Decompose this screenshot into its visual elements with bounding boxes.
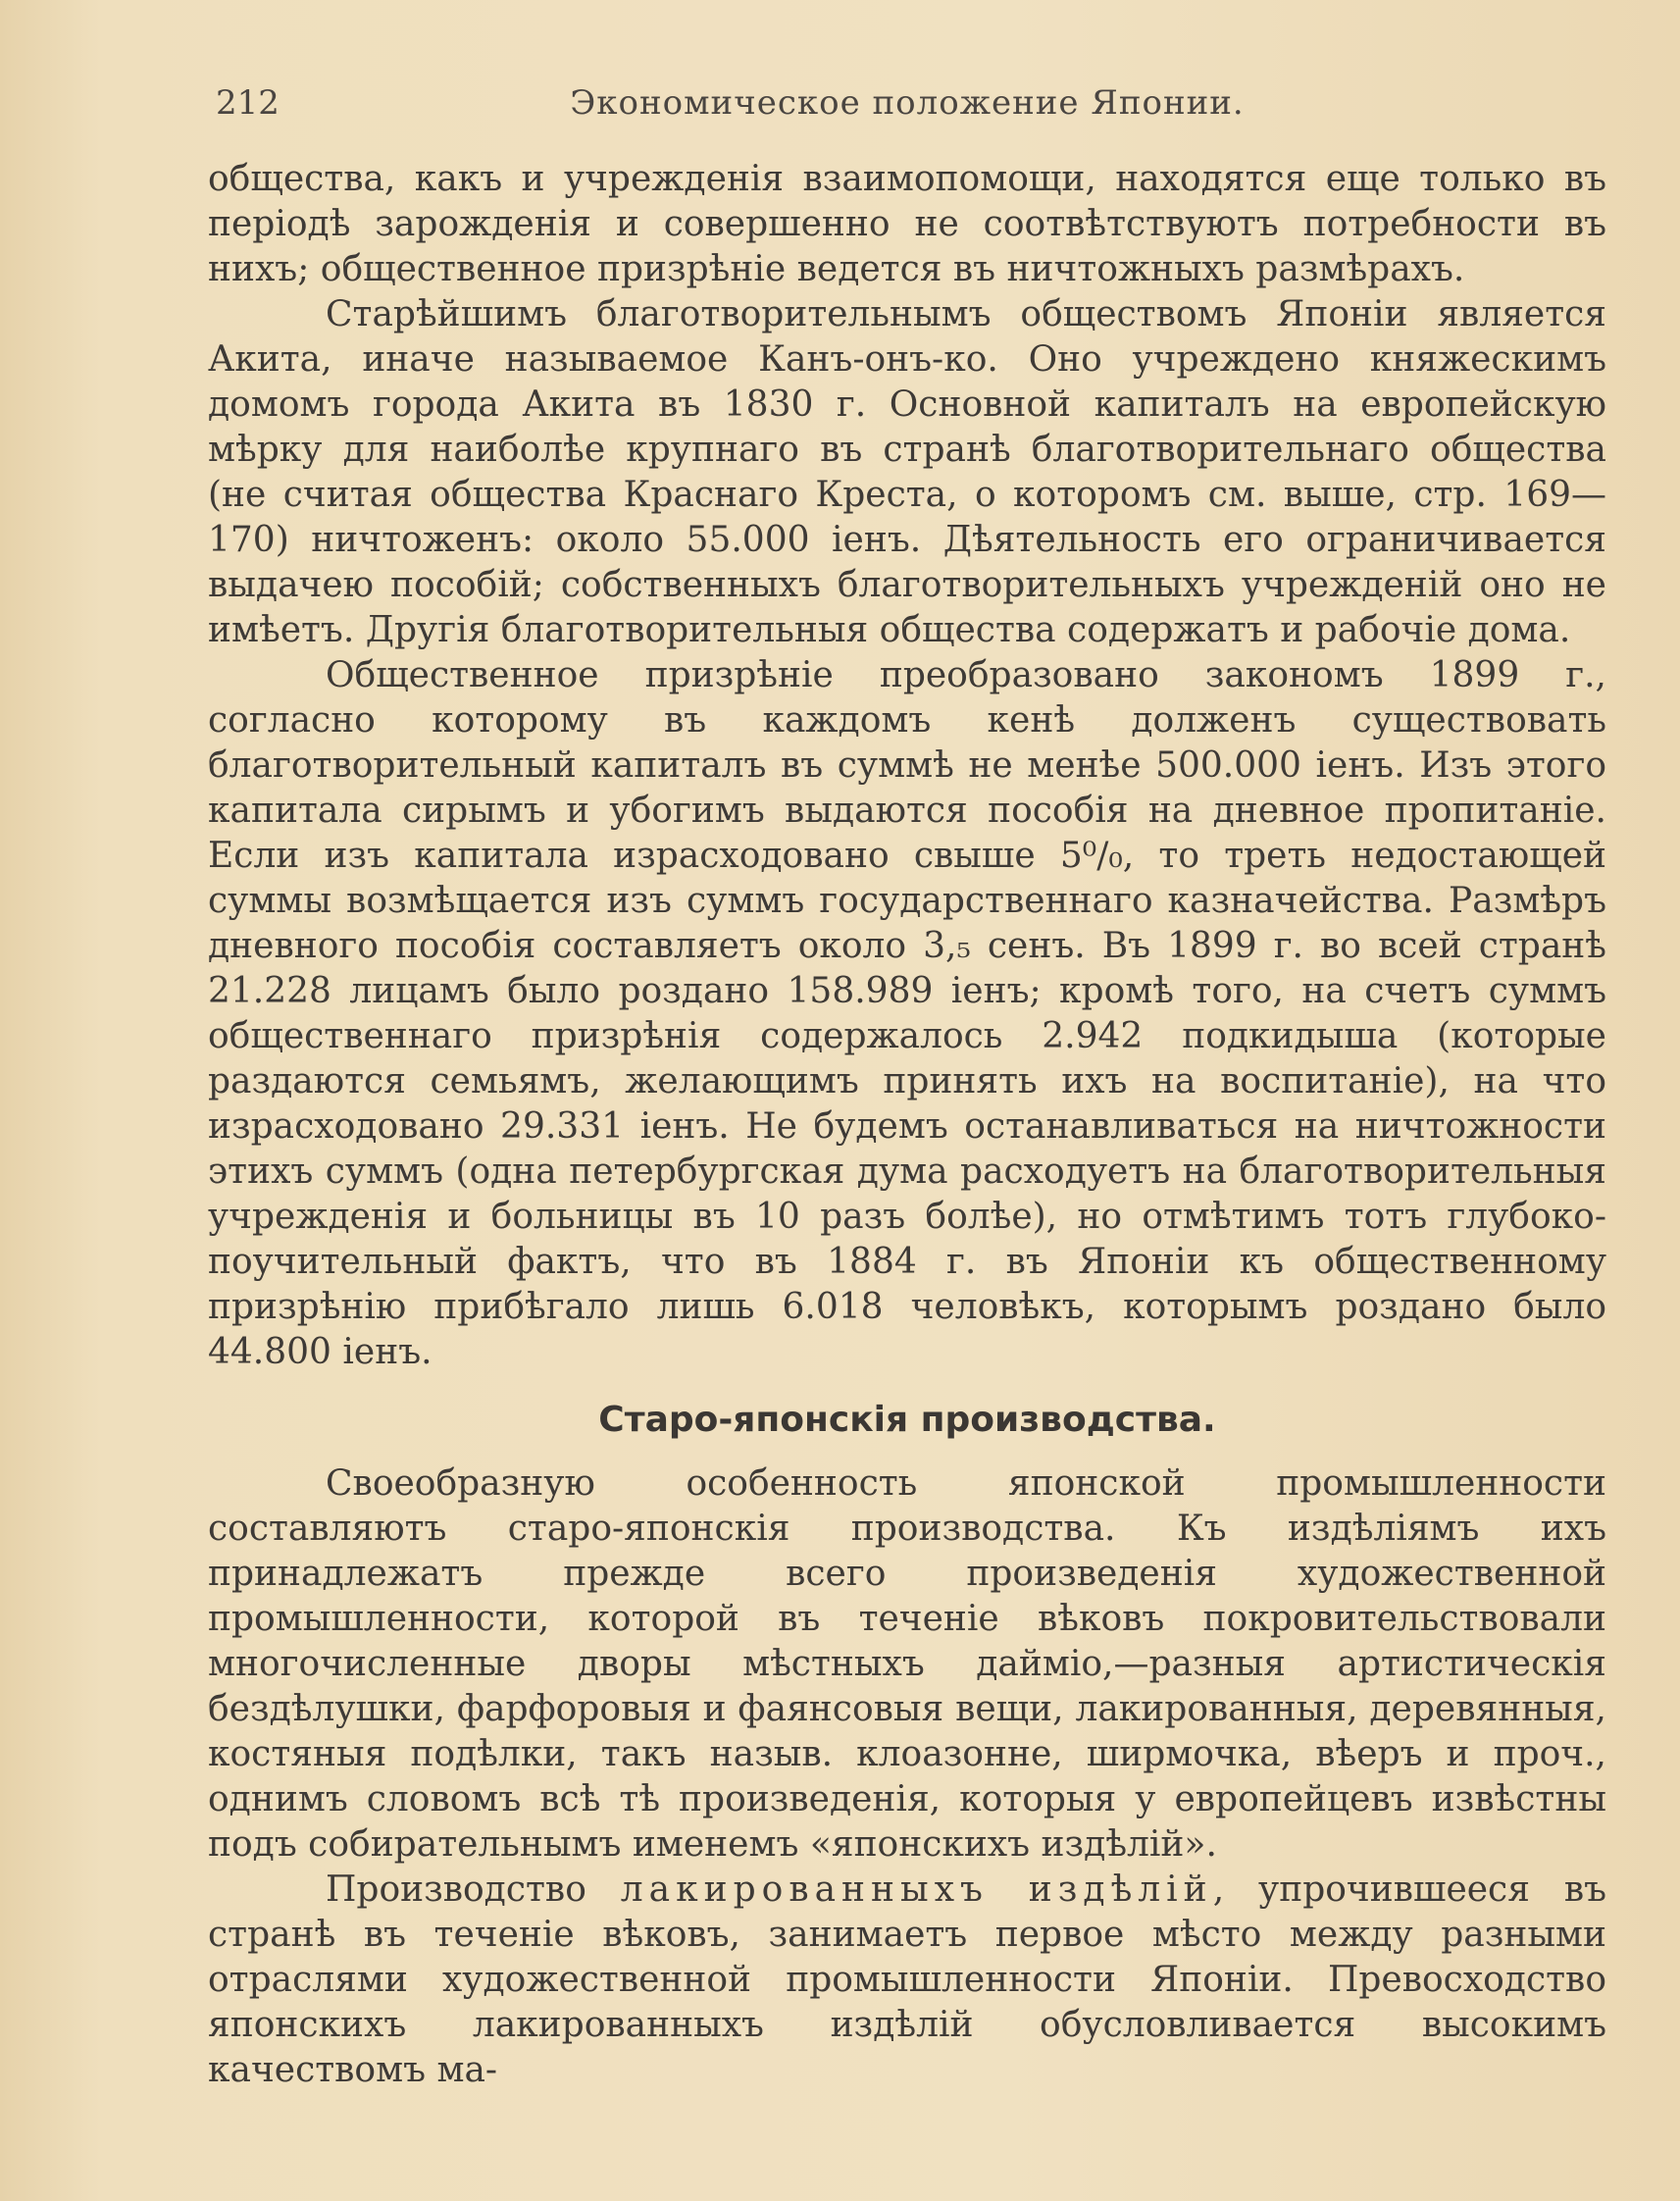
page-number: 212 [216, 83, 280, 123]
paragraph-akita-society: Старѣйшимъ благотворительнымъ обществомъ Японіи является Акита, иначе называемое Канъ-онъ-ко. Оно учреждено княжескимъ домомъ города Акита въ 1830 г. Основной капиталъ на европейскую мѣрку для наиболѣе крупнаго въ странѣ благотворительнаго общества (не считая общества Краснаго Креста, о которомъ см. выше, стр. 169—170) ничтоженъ: около 55.000 іенъ. Дѣятельность его ограничивается выдачею пособій; собственныхъ благотворительныхъ учрежденій оно не имѣетъ. Другія благотворительныя общества содержатъ и рабочіе дома. [208, 294, 1606, 650]
section-heading: Старо-японскія производства. [598, 1400, 1216, 1440]
running-header [208, 78, 1606, 128]
page-body [208, 157, 1606, 2093]
paragraph-old-japanese-industries: Своеобразную особенность японской промышленности составляютъ старо-японскія производства. Къ издѣліямъ ихъ принадлежатъ прежде всего произведенія художественной промышленности, которой въ теченіе вѣковъ покровительствовали многочисленные дворы мѣстныхъ дайміо,—разныя артистическія бездѣлушки, фарфоровыя и фаянсовыя вещи, лакированныя, деревянныя, костяныя подѣлки, такъ назыв. клоазонне, ширмочка, вѣеръ и проч., однимъ словомъ всѣ тѣ произведенія, которыя у европейцевъ извѣстны подъ собирательнымъ именемъ «японскихъ издѣлій». [208, 1463, 1606, 1865]
paragraph-continued: общества, какъ и учрежденія взаимопомощи, находятся еще только въ періодѣ зарожденія и совершенно не соотвѣтствуютъ потребности въ нихъ; общественное призрѣніе ведется въ ничтожныхъ размѣрахъ. [208, 159, 1606, 289]
paragraph-public-charity: Общественное призрѣніе преобразовано закономъ 1899 г., согласно которому въ каждомъ кенѣ долженъ существовать благотворительный капиталъ въ суммѣ не менѣе 500.000 іенъ. Изъ этого капитала сирымъ и убогимъ выдаются пособія на дневное пропитаніе. Если изъ капитала израсходовано свыше 5⁰/₀, то треть недостающей суммы возмѣщается изъ суммъ государственнаго казначейства. Размѣръ дневного пособія составляетъ около 3,₅ сенъ. Въ 1899 г. во всей странѣ 21.228 лицамъ было роздано 158.989 іенъ; кромѣ того, на счетъ суммъ общественнаго призрѣнія содержалось 2.942 подкидыша (которые раздаются семьямъ, желающимъ принять ихъ на воспитаніе), на что израсходовано 29.331 іенъ. Не будемъ останавливаться на ничтожности этихъ суммъ (одна петербургская дума расходуетъ на благотворительныя учрежденія и больницы въ 10 разъ болѣе), но отмѣтимъ тотъ глубоко-поучительный фактъ, что въ 1884 г. въ Японіи къ общественному призрѣнію прибѣгало лишь 6.018 человѣкъ, которымъ роздано было 44.800 іенъ. [208, 655, 1606, 1372]
spaced-emphasis-text: лакированныхъ издѣлій [620, 1869, 1213, 1910]
paragraph-rest-text: , упрочившееся въ странѣ въ теченіе вѣковъ, занимаетъ первое мѣсто между разными отраслями художественной промышленности Японіи. Превосходство японскихъ лакированныхъ издѣлій обусловливается высокимъ качествомъ ма- [208, 1869, 1606, 2090]
paragraph-lacquer-production [208, 1868, 1606, 2093]
running-title: Экономическое положение Японии. [570, 83, 1245, 123]
paragraph-lead-text: Производство [326, 1869, 586, 1910]
